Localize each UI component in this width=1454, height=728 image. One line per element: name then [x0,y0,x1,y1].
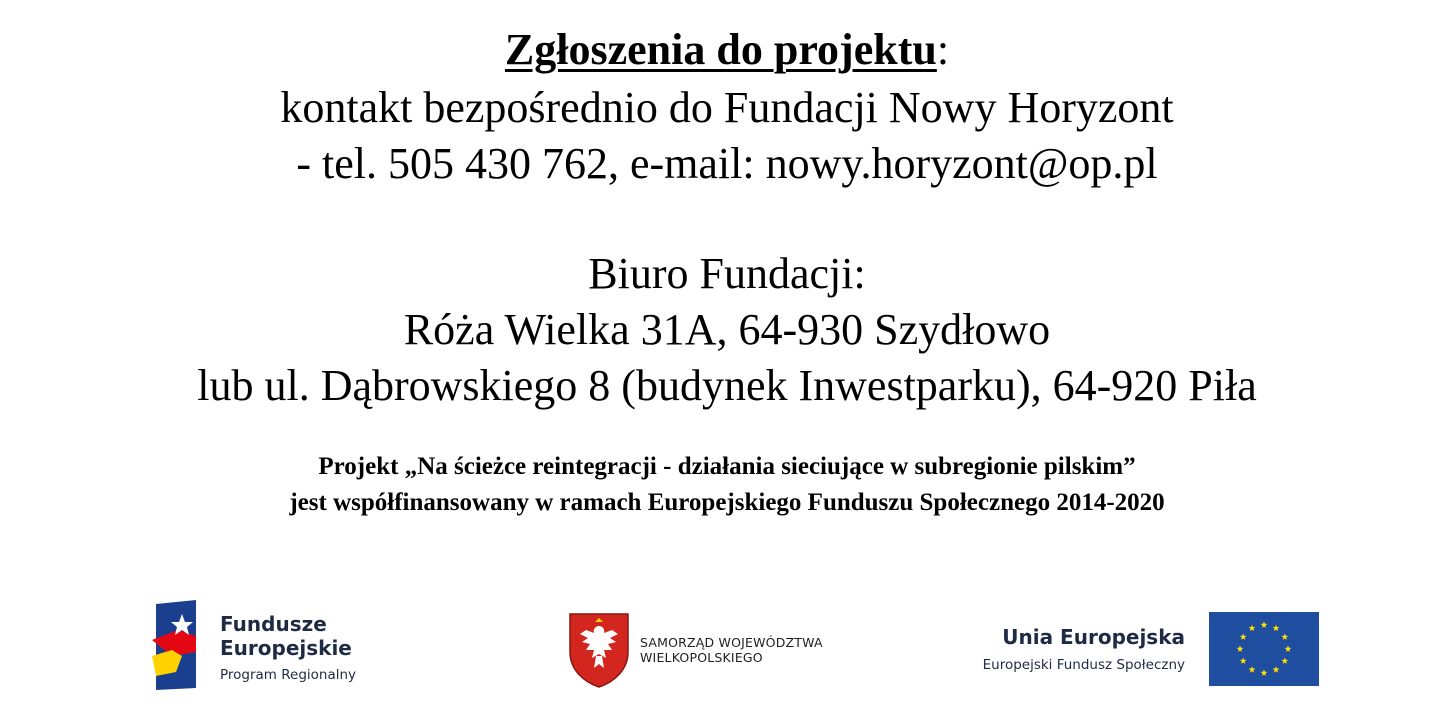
heading-title: Zgłoszenia do projektu [504,25,937,74]
samorzad-name [640,635,823,665]
ue-sub: Europejski Fundusz Społeczny [982,657,1185,673]
heading [0,22,1454,78]
fundusze-line-2: Europejskie [220,636,352,660]
fundusze-europejskie-logo [152,600,382,692]
fundusze-europejskie-star-icon [152,600,200,692]
samorzad-line-2: WIELKOPOLSKIEGO [640,650,763,665]
contact-phone-email: - tel. 505 430 762, e-mail: nowy.horyzont@op.pl [296,139,1158,188]
heading-colon: : [936,25,950,74]
office-label: Biuro Fundacji: [588,249,866,298]
fundusze-sub: Program Regionalny [220,667,357,683]
funding-line-1: Projekt „Na ścieżce reintegracji - działania sieciujące w subregionie pilskim” [318,453,1136,480]
funding-line-2: jest współfinansowany w ramach Europejskiego Funduszu Społecznego 2014-2020 [289,489,1165,516]
unia-europejska-logo [945,612,1325,690]
office-address-1: Róża Wielka 31A, 64-930 Szydłowo [403,305,1051,354]
fundusze-line-1: Fundusze [220,612,327,636]
office-address-2: lub ul. Dąbrowskiego 8 (budynek Inwestparku), 64-920 Piła [197,361,1257,410]
samorzad-line-1: SAMORZĄD WOJEWÓDZTWA [640,635,823,650]
eagle-crest-icon [568,612,630,688]
eu-flag-icon [1209,612,1319,686]
fundusze-europejskie-name [220,612,352,660]
samorzad-logo [568,612,838,688]
contact-line: kontakt bezpośrednio do Fundacji Nowy Horyzont [280,83,1174,132]
ue-title: Unia Europejska [1002,625,1185,649]
